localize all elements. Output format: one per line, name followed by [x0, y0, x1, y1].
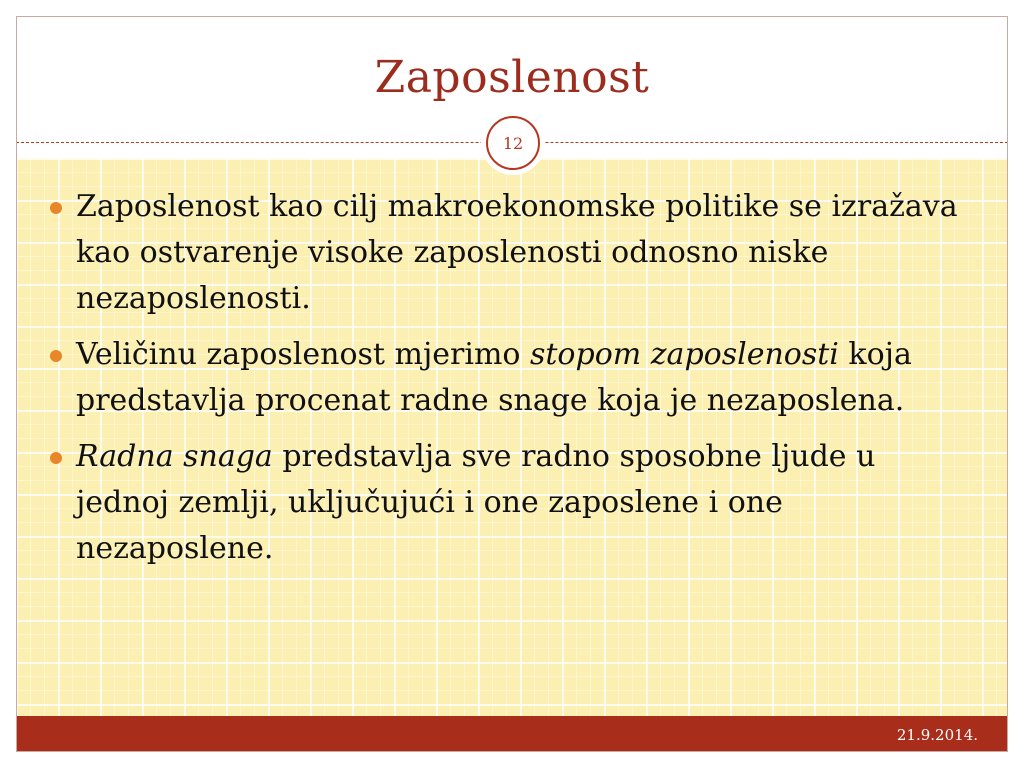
footer-bar [16, 716, 1008, 752]
bullet-dot-icon [50, 202, 62, 214]
bullet-item-2 [50, 332, 970, 424]
page-number-badge [486, 116, 540, 170]
bullet-item-3 [50, 434, 970, 572]
bullet-text: Zaposlenost kao cilj makroekonomske politike se izražava kao ostvarenje visoke zaposlenosti odnosno niske nezaposlenosti. [76, 189, 958, 316]
footer-date: 21.9.2014. [896, 726, 978, 744]
bullet-list [50, 184, 970, 582]
page-number: 12 [502, 133, 524, 153]
slide-title: Zaposlenost [374, 52, 650, 103]
bullet-text-italic: stopom zaposlenosti [529, 337, 839, 372]
bullet-text-after: predstavlja sve radno sposobne ljude u jednoj zemlji, uključujući i one zaposlene i one nezaposlene. [76, 439, 876, 566]
bullet-dot-icon [50, 350, 62, 362]
bullet-item-1 [50, 184, 970, 322]
bullet-dot-icon [50, 452, 62, 464]
slide [16, 16, 1008, 752]
bullet-text-after: koja predstavlja procenat radne snage koja je nezaposlena. [76, 337, 912, 418]
bullet-text-before: Veličinu zaposlenost mjerimo [76, 337, 530, 372]
bullet-text-italic: Radna snaga [76, 439, 273, 474]
